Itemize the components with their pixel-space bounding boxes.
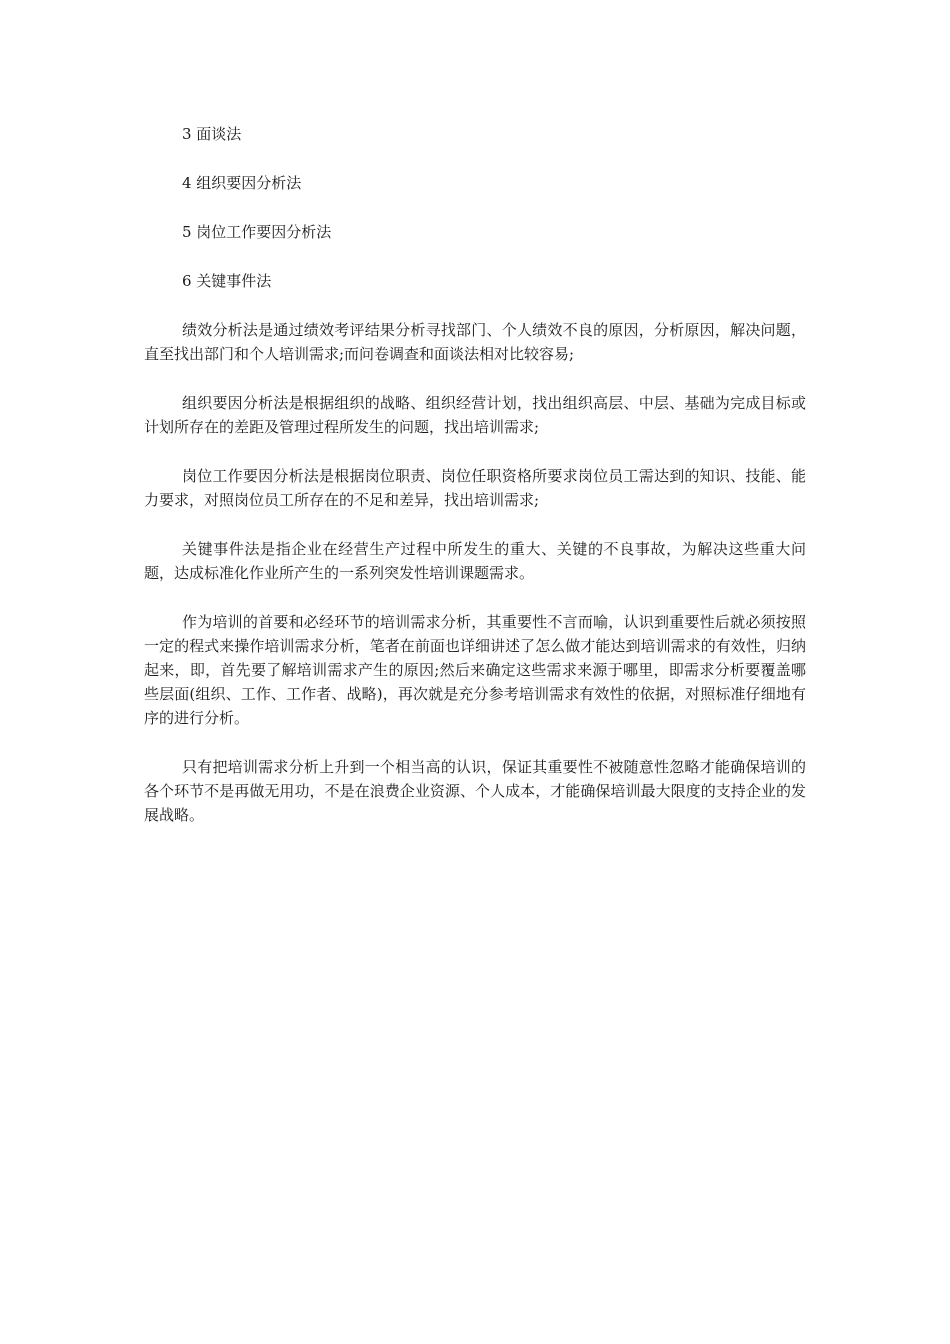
list-item: 3 面谈法 [182, 125, 242, 143]
paragraph-critical-incident: 关键事件法是指企业在经营生产过程中所发生的重大、关键的不良事故，为解决这些重大问题，达成标准化作业所产生的一系列突发性培训课题需求。 [144, 540, 806, 582]
paragraph-position-factor-analysis: 岗位工作要因分析法是根据岗位职责、岗位任职资格所要求岗位员工需达到的知识、技能、能力要求，对照岗位员工所存在的不足和差异，找出培训需求; [144, 467, 806, 509]
paragraph-conclusion: 只有把培训需求分析上升到一个相当高的认识，保证其重要性不被随意性忽略才能确保培训的各个环节不是再做无用功，不是在浪费企业资源、个人成本，才能确保培训最大限度的支持企业的发展战略。 [144, 758, 806, 824]
paragraph-organization-factor-analysis: 组织要因分析法是根据组织的战略、组织经营计划，找出组织高层、中层、基础为完成目标或计划所存在的差距及管理过程所发生的问题，找出培训需求; [144, 394, 806, 436]
list-item: 5 岗位工作要因分析法 [182, 223, 332, 241]
document-body [144, 122, 806, 852]
paragraph-performance-analysis: 绩效分析法是通过绩效考评结果分析寻找部门、个人绩效不良的原因，分析原因，解决问题，直至找出部门和个人培训需求;而问卷调查和面谈法相对比较容易; [144, 321, 806, 363]
list-item: 4 组织要因分析法 [182, 174, 302, 192]
paragraph-needs-analysis-summary: 作为培训的首要和必经环节的培训需求分析，其重要性不言而喻，认识到重要性后就必须按照一定的程式来操作培训需求分析，笔者在前面也详细讲述了怎么做才能达到培训需求的有效性，归纳起来，即，首先要了解培训需求产生的原因;然后来确定这些需求来源于哪里，即需求分析要覆盖哪些层面(组织、工作、工作者、战略)，再次就是充分参考培训需求有效性的依据，对照标准仔细地有序的进行分析。 [144, 613, 806, 727]
list-item: 6 关键事件法 [182, 272, 272, 290]
